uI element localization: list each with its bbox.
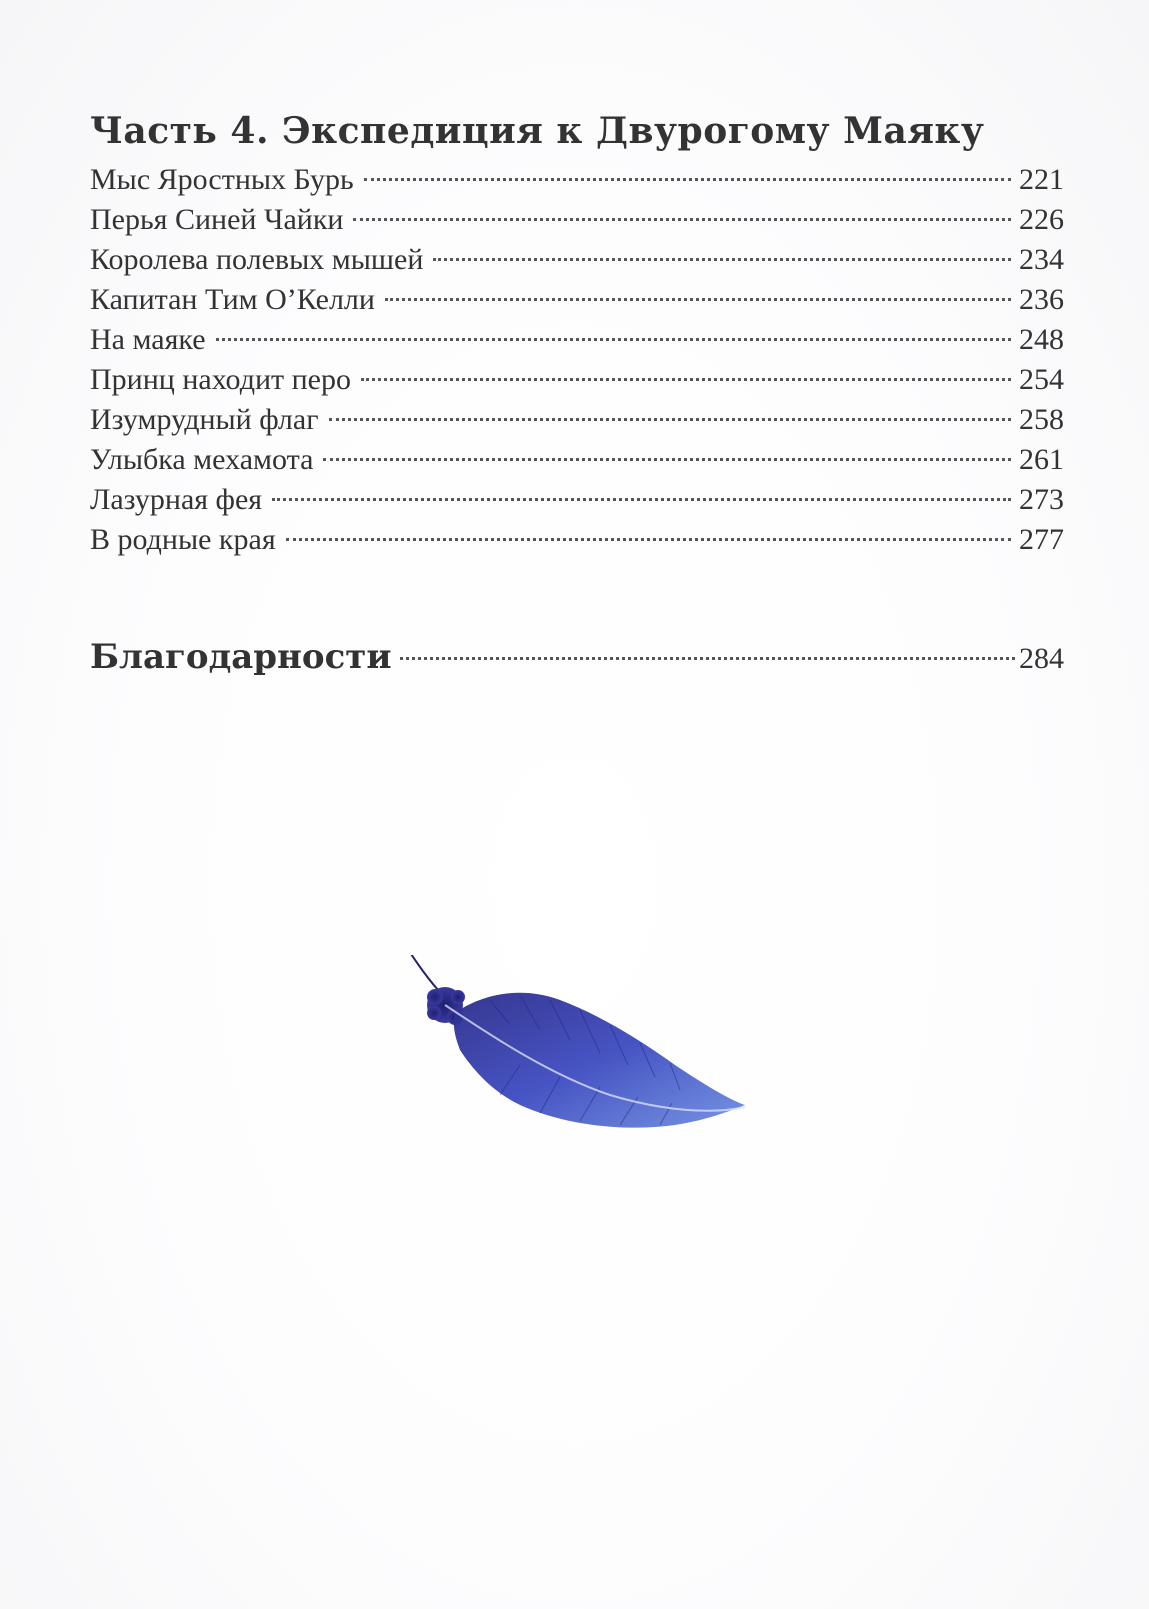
toc-entry-page: 258	[1019, 403, 1064, 436]
toc-entry-title: Улыбка мехамота	[90, 443, 314, 476]
toc-entry[interactable]	[90, 440, 1064, 480]
toc-entry-title: Лазурная фея	[90, 483, 263, 516]
toc-entry[interactable]	[90, 240, 1064, 280]
dot-leader	[433, 258, 1011, 261]
dot-leader	[361, 378, 1011, 381]
toc-entry[interactable]	[90, 360, 1064, 400]
acknowledgements-title: Благодарности	[90, 637, 392, 677]
dot-leader	[272, 498, 1011, 501]
toc-entry-page: 226	[1019, 203, 1064, 236]
toc-entry[interactable]	[90, 200, 1064, 240]
toc-entry-title: На маяке	[90, 323, 206, 356]
dot-leader	[364, 178, 1011, 181]
feather-icon	[400, 955, 760, 1165]
toc-entry-title: Королева полевых мышей	[90, 243, 424, 276]
toc-entry-title: Мыс Яростных Бурь	[90, 163, 354, 196]
toc-entry-page: 273	[1019, 483, 1064, 516]
dot-leader	[329, 418, 1011, 421]
acknowledgements-entry[interactable]	[90, 632, 1064, 682]
toc-entry[interactable]	[90, 320, 1064, 360]
dot-leader	[286, 538, 1011, 541]
dot-leader	[323, 458, 1011, 461]
table-of-contents	[90, 160, 1064, 560]
toc-entry[interactable]	[90, 480, 1064, 520]
toc-entry[interactable]	[90, 400, 1064, 440]
toc-entry-title: Капитан Тим О’Келли	[90, 283, 375, 316]
toc-entry[interactable]	[90, 280, 1064, 320]
toc-entry-title: Перья Синей Чайки	[90, 203, 344, 236]
toc-entry-page: 221	[1019, 163, 1064, 196]
toc-entry-page: 261	[1019, 443, 1064, 476]
toc-entry-title: Изумрудный флаг	[90, 403, 319, 436]
toc-entry-title: Принц находит перо	[90, 363, 351, 396]
toc-entry-page: 248	[1019, 323, 1064, 356]
toc-entry[interactable]	[90, 520, 1064, 560]
part-title: Часть 4. Экспедиция к Двурогому Маяку	[90, 110, 985, 152]
toc-entry-page: 236	[1019, 283, 1064, 316]
acknowledgements-page: 284	[1019, 642, 1064, 675]
dot-leader	[400, 657, 1015, 660]
toc-entry-page: 234	[1019, 243, 1064, 276]
dot-leader	[353, 218, 1011, 221]
dot-leader	[385, 298, 1011, 301]
toc-entry[interactable]	[90, 160, 1064, 200]
dot-leader	[216, 338, 1011, 341]
toc-entry-page: 277	[1019, 523, 1064, 556]
toc-entry-title: В родные края	[90, 523, 276, 556]
toc-entry-page: 254	[1019, 363, 1064, 396]
